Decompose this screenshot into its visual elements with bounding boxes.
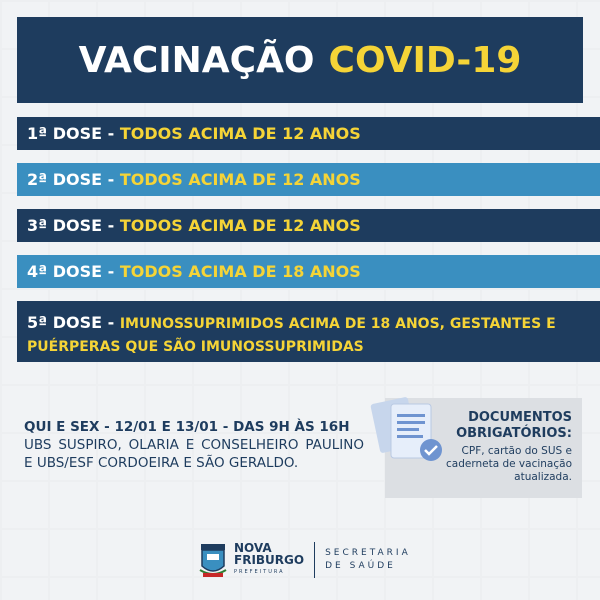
dose-label: 2ª DOSE - [27,170,120,189]
footer [198,538,411,582]
documents-title [456,410,572,442]
dose-bar-4 [17,255,600,288]
dose-text: TODOS ACIMA DE 12 ANOS [119,216,361,235]
dose-label: 1ª DOSE - [27,124,120,143]
secretaria-logo-text [325,547,411,573]
schedule-heading: QUI E SEX - 12/01 E 13/01 - DAS 9H ÀS 16H [24,419,350,435]
documents-title-line1: DOCUMENTOS [468,410,572,425]
city-subtitle: PREFEITURA [234,569,285,575]
dose-bar-1 [17,117,600,150]
title-highlight: COVID-19 [328,39,522,81]
dose-label: 4ª DOSE - [27,262,120,281]
documents-title-line2: OBRIGATÓRIOS: [456,426,572,441]
secretaria-line2: DE SAÚDE [325,561,396,571]
dose-label: 5ª DOSE - [27,313,120,332]
city-name-line1: NOVA [234,541,272,555]
dose-label: 3ª DOSE - [27,216,120,235]
dose-bar-2 [17,163,600,196]
documents-box [385,398,582,498]
city-crest-icon [198,540,228,580]
dose-text: TODOS ACIMA DE 12 ANOS [119,170,361,189]
dose-text: TODOS ACIMA DE 18 ANOS [119,262,361,281]
schedule-locations: UBS SUSPIRO, OLARIA E CONSELHEIRO PAULINO E UBS/ESF CORDOEIRA E SÃO GERALDO. [24,437,364,471]
title-main: VACINAÇÃO [78,39,315,81]
secretaria-line1: SECRETARIA [325,548,411,558]
city-logo-text [234,542,304,578]
schedule-info [24,418,364,472]
dose-bar-3 [17,209,600,242]
title-banner [17,17,583,103]
dose-bar-5 [17,301,600,362]
dose-text: TODOS ACIMA DE 12 ANOS [119,124,361,143]
dose-text: IMUNOSSUPRIMIDOS ACIMA DE 18 ANOS, GESTANTES E PUÉRPERAS QUE SÃO IMUNOSSUPRIMIDAS [27,316,556,355]
city-name-line2: FRIBURGO [234,553,305,567]
footer-divider [314,542,315,578]
documents-list: CPF, cartão do SUS e caderneta de vacinação atualizada. [446,445,572,483]
